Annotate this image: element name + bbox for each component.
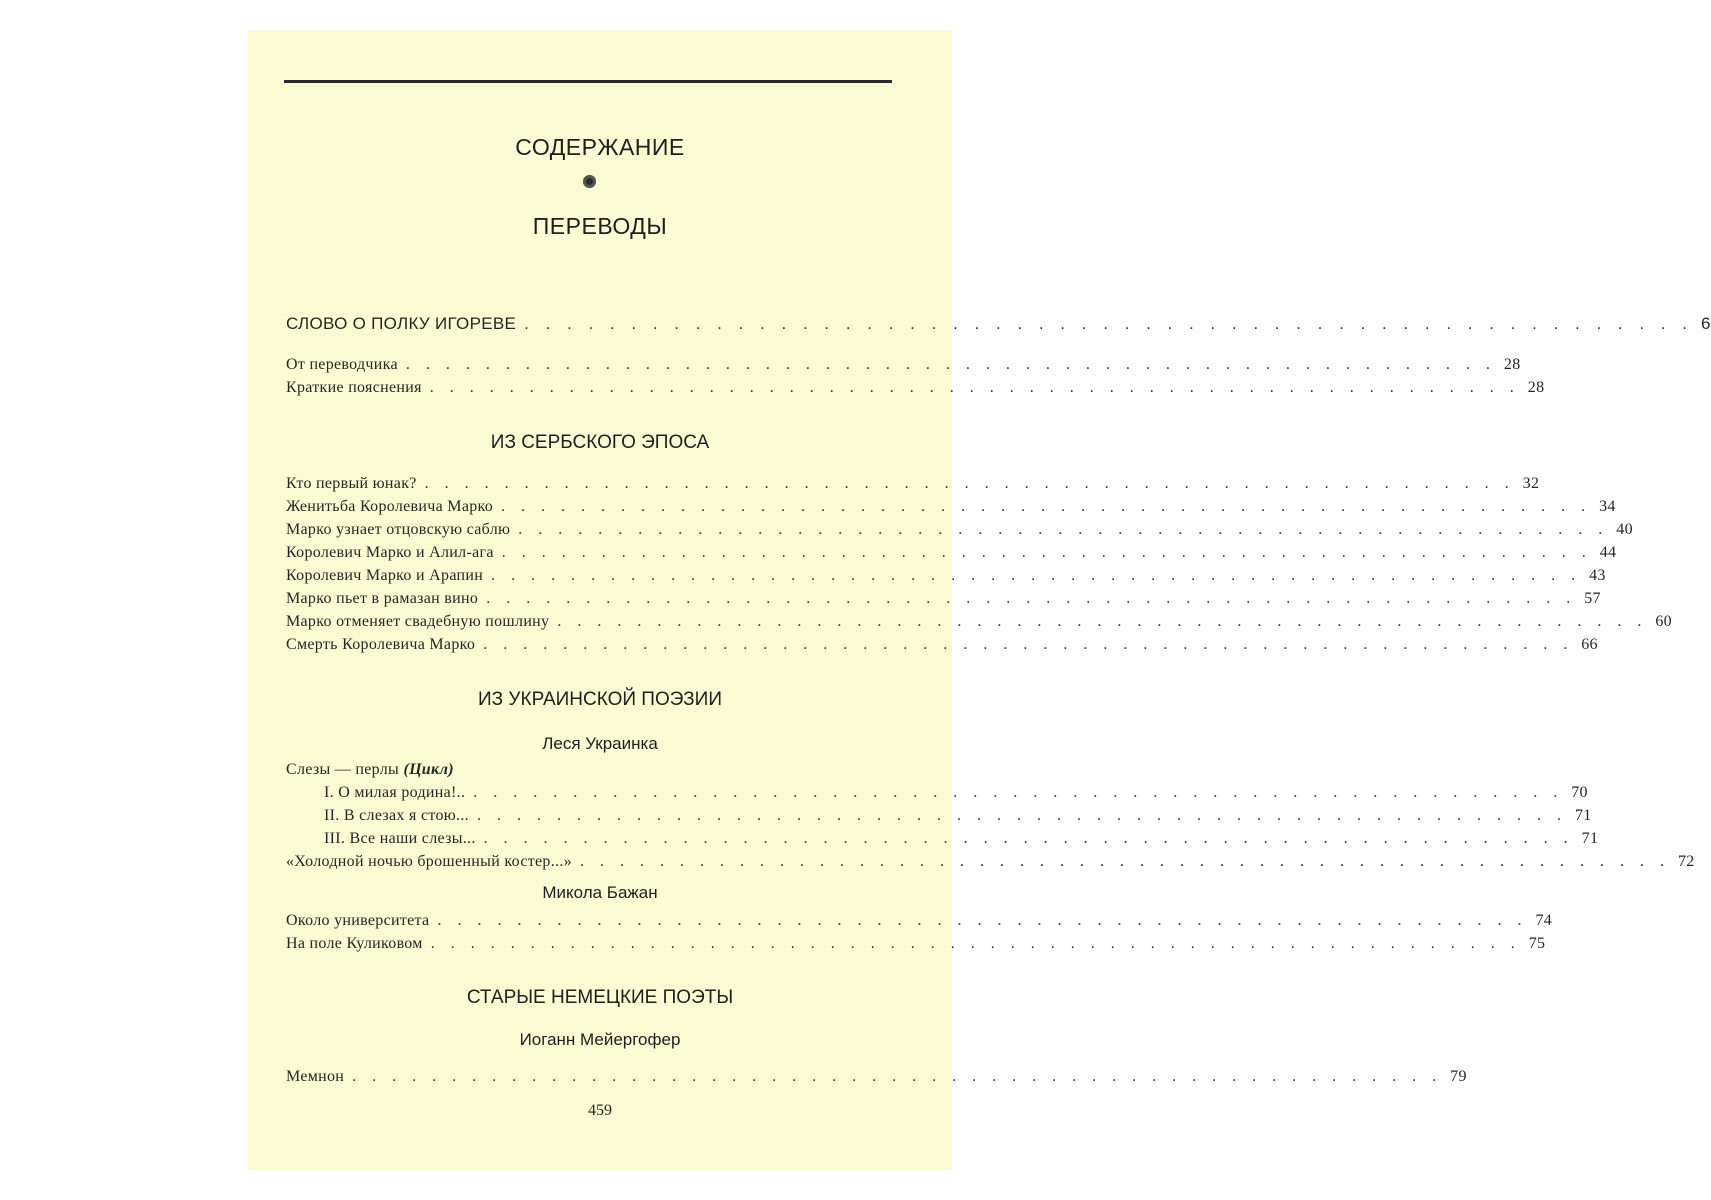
- toc-entry: [286, 912, 1553, 934]
- dot-leader: . . . . . . . . . . . . . . . . . . . . . . . . . . . . . . . . . . . . . . . . . . . . . . . . . . . . . . .: [501, 498, 1592, 515]
- toc-entry-page: 34: [1599, 498, 1616, 515]
- author-name: Микола Бажан: [542, 883, 658, 902]
- dot-leader: . . . . . . . . . . . . . . . . . . . . . . . . . . . . . . . . . . . . . . . . . . . . . . . . . . . . . . .: [476, 807, 1567, 824]
- toc-entry-slovo: [286, 314, 1711, 336]
- dot-leader: . . . . . . . . . . . . . . . . . . . . . . . . . . . . . . . . . . . . . . . . . . . . . . . . . . . . . . .: [557, 613, 1648, 630]
- dot-leader: . . . . . . . . . . . . . . . . . . . . . . . . . . . . . . . . . . . . . . . . . . . . . . . . . . . . . . .: [524, 314, 1693, 333]
- toc-entry: [286, 935, 1546, 957]
- toc-entry-label: Марко пьет в рамазан вино: [286, 590, 479, 607]
- toc-entry-label: «Холодной ночью брошенный костер...»: [286, 853, 572, 870]
- dot-leader: . . . . . . . . . . . . . . . . . . . . . . . . . . . . . . . . . . . . . . . . . . . . . . . . . . . . . . .: [405, 356, 1496, 373]
- toc-entry-page: 60: [1655, 613, 1672, 630]
- toc-entry: [324, 830, 1599, 852]
- toc-entry-label: Женитьба Королевича Марко: [286, 498, 494, 515]
- toc-entry: [324, 784, 1588, 806]
- toc-entry-label: СЛОВО О ПОЛКУ ИГОРЕВЕ: [286, 314, 517, 333]
- dot-leader: . . . . . . . . . . . . . . . . . . . . . . . . . . . . . . . . . . . . . . . . . . . . . . . . . . . . . . .: [491, 567, 1582, 584]
- dot-leader: . . . . . . . . . . . . . . . . . . . . . . . . . . . . . . . . . . . . . . . . . . . . . . . . . . . . . . .: [579, 853, 1670, 870]
- dot-leader: . . . . . . . . . . . . . . . . . . . . . . . . . . . . . . . . . . . . . . . . . . . . . . . . . . . . . . .: [518, 521, 1609, 538]
- page-number: 459: [588, 1102, 612, 1119]
- toc-entry: [286, 853, 1695, 875]
- part-title: ПЕРЕВОДЫ: [532, 213, 668, 239]
- section-heading-serbian: ИЗ СЕРБСКОГО ЭПОСА: [490, 432, 710, 453]
- dot-leader: . . . . . . . . . . . . . . . . . . . . . . . . . . . . . . . . . . . . . . . . . . . . . . . . . . . . . . .: [501, 544, 1592, 561]
- toc-entry-label: Марко узнает отцовскую саблю: [286, 521, 511, 538]
- toc-entry-page: 72: [1677, 853, 1695, 870]
- toc-entry: [286, 613, 1672, 635]
- toc-entry-page: 43: [1589, 567, 1606, 584]
- cycle-title: [286, 761, 454, 783]
- toc-entry-label: Краткие пояснения: [286, 379, 422, 396]
- dot-leader: . . . . . . . . . . . . . . . . . . . . . . . . . . . . . . . . . . . . . . . . . . . . . . . . . . . . . . .: [424, 475, 1515, 492]
- toc-entry-label: Королевич Марко и Арапин: [286, 567, 484, 584]
- dot-leader: . . . . . . . . . . . . . . . . . . . . . . . . . . . . . . . . . . . . . . . . . . . . . . . . . . . . . . .: [430, 935, 1521, 952]
- toc-entry-page: 75: [1528, 935, 1546, 952]
- toc-entry: [286, 636, 1598, 658]
- toc-entry-page: 74: [1535, 912, 1553, 929]
- toc-entry-label: Марко отменяет свадебную пошлину: [286, 613, 550, 630]
- toc-entry: [286, 544, 1617, 566]
- dot-leader: . . . . . . . . . . . . . . . . . . . . . . . . . . . . . . . . . . . . . . . . . . . . . . . . . . . . . . .: [352, 1068, 1443, 1085]
- toc-entry-page: 57: [1584, 590, 1601, 607]
- toc-entry-label: Около университета: [286, 912, 430, 929]
- toc-entry-page: 71: [1581, 830, 1599, 847]
- toc-entry-label: От переводчика: [286, 356, 398, 373]
- author-name: Леся Украинка: [542, 734, 658, 753]
- toc-entry: [324, 807, 1592, 829]
- toc-entry-page: 40: [1616, 521, 1633, 538]
- cycle-label: Слезы — перлы: [286, 761, 400, 778]
- dot-leader: . . . . . . . . . . . . . . . . . . . . . . . . . . . . . . . . . . . . . . . . . . . . . . . . . . . . . . .: [486, 590, 1577, 607]
- toc-entry-label: II. В слезах я стою...: [324, 807, 469, 824]
- toc-entry-page: 66: [1581, 636, 1598, 653]
- dot-leader: . . . . . . . . . . . . . . . . . . . . . . . . . . . . . . . . . . . . . . . . . . . . . . . . . . . . . . .: [483, 636, 1574, 653]
- toc-entry: [286, 356, 1521, 378]
- toc-entry-label: Смерть Королевича Марко: [286, 636, 476, 653]
- toc-entry-label: Мемнон: [286, 1068, 345, 1085]
- dot-leader: . . . . . . . . . . . . . . . . . . . . . . . . . . . . . . . . . . . . . . . . . . . . . . . . . . . . . . .: [429, 379, 1520, 396]
- toc-entry-page: 28: [1503, 356, 1521, 373]
- toc-entry-page: 71: [1574, 807, 1592, 824]
- toc-entry-label: I. О милая родина!..: [324, 784, 466, 801]
- toc-entry: [286, 498, 1616, 520]
- cycle-note: (Цикл): [403, 761, 454, 778]
- toc-entry-label: На поле Куликовом: [286, 935, 423, 952]
- toc-entry: [286, 379, 1545, 401]
- toc-entry-page: 28: [1527, 379, 1545, 396]
- toc-entry: [286, 567, 1606, 589]
- toc-entry-page: 6: [1700, 314, 1711, 333]
- ornament-icon: [583, 175, 596, 188]
- author-name: Иоганн Мейергофер: [519, 1030, 681, 1049]
- toc-entry-label: III. Все наши слезы...: [324, 830, 476, 847]
- toc-entry-page: 44: [1599, 544, 1617, 561]
- toc-entry: [286, 521, 1633, 543]
- toc-entry-label: Королевич Марко и Алил-ага: [286, 544, 494, 561]
- dot-leader: . . . . . . . . . . . . . . . . . . . . . . . . . . . . . . . . . . . . . . . . . . . . . . . . . . . . . . .: [473, 784, 1564, 801]
- toc-entry: [286, 590, 1601, 612]
- dot-leader: . . . . . . . . . . . . . . . . . . . . . . . . . . . . . . . . . . . . . . . . . . . . . . . . . . . . . . .: [483, 830, 1574, 847]
- page-title: СОДЕРЖАНИЕ: [515, 134, 685, 160]
- section-heading-ukrainian: ИЗ УКРАИНСКОЙ ПОЭЗИИ: [478, 689, 722, 710]
- section-heading-german: СТАРЫЕ НЕМЕЦКИЕ ПОЭТЫ: [466, 987, 734, 1008]
- toc-entry: [286, 475, 1540, 497]
- dot-leader: . . . . . . . . . . . . . . . . . . . . . . . . . . . . . . . . . . . . . . . . . . . . . . . . . . . . . . .: [437, 912, 1528, 929]
- book-page: [248, 30, 1711, 1170]
- toc-entry: [286, 1068, 1467, 1090]
- top-rule: [284, 80, 892, 83]
- toc-entry-label: Кто первый юнак?: [286, 475, 417, 492]
- toc-entry-page: 79: [1450, 1068, 1467, 1085]
- toc-entry-page: 32: [1522, 475, 1540, 492]
- toc-entry-page: 70: [1571, 784, 1588, 801]
